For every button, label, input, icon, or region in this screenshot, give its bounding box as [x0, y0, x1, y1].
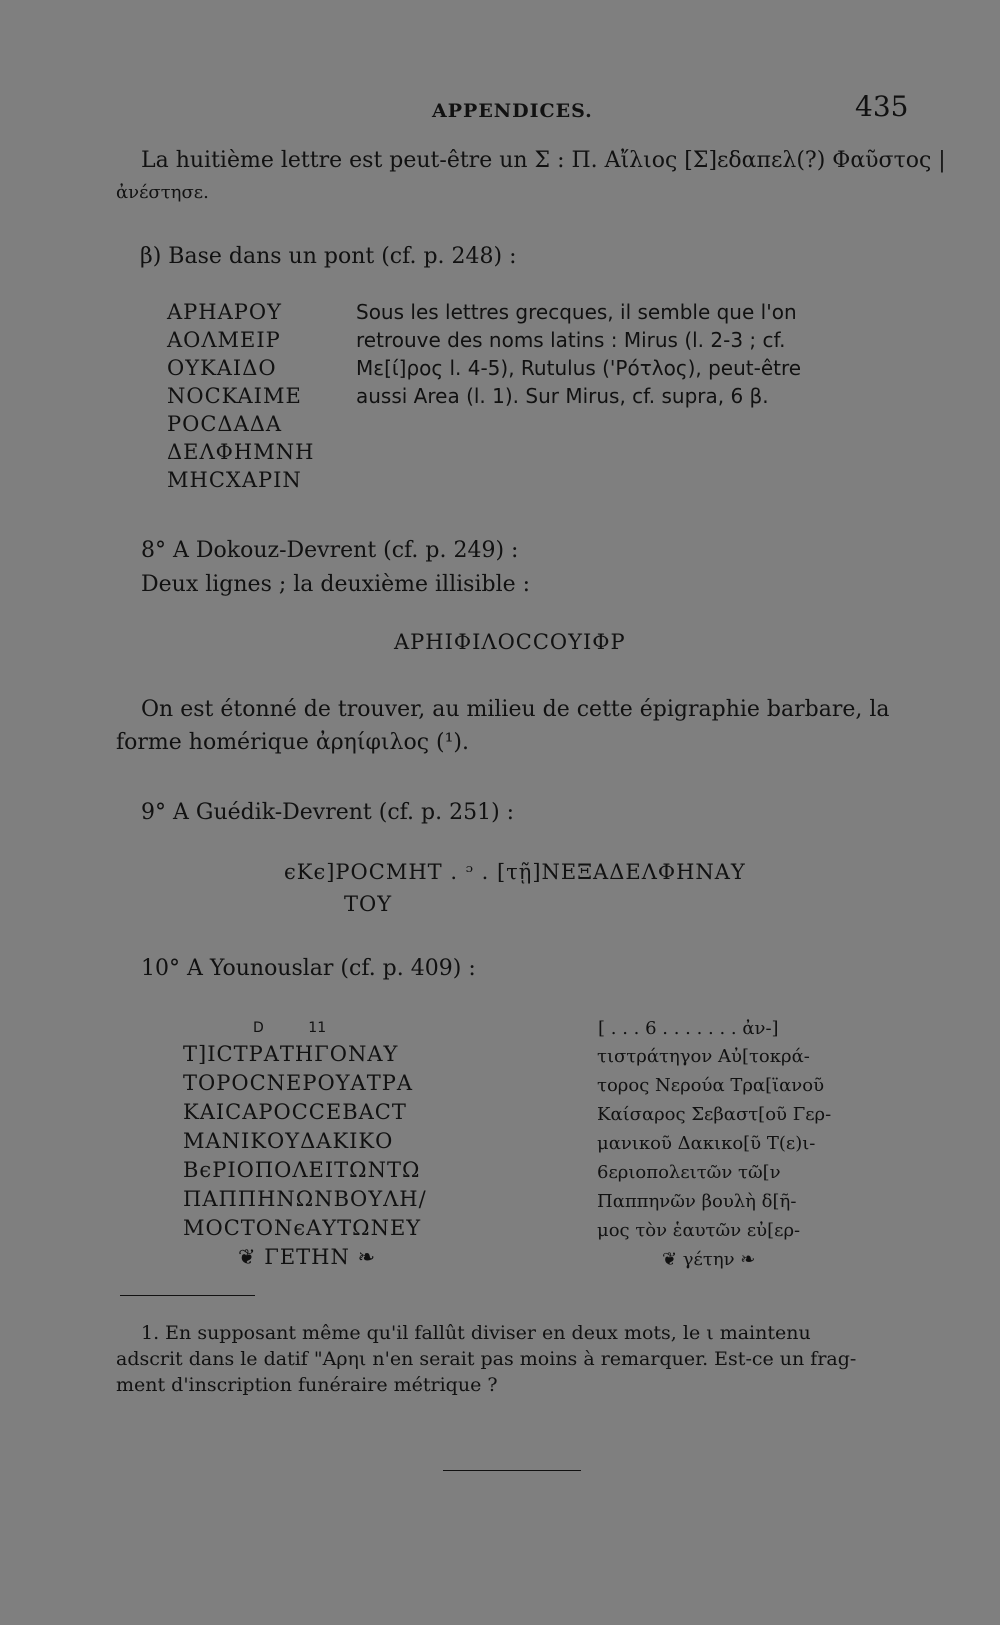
inscription-10-top-marks: D 11	[253, 1020, 327, 1036]
intro-line-2: ἀνέστησε.	[116, 182, 209, 203]
inscription-line: ΑΟΛΜΕΙΡ	[167, 328, 281, 352]
page-number: 435	[855, 90, 909, 123]
comment-line: aussi Area (l. 1). Sur Mirus, cf. supra, 6 β.	[356, 384, 769, 408]
inscription-line: ΚΑΙCΑΡΟCCΕΒΑCΤ	[183, 1100, 407, 1124]
inscription-line: Τ]ΙCΤΡΑΤΗΓΟΝΑΥ	[183, 1042, 399, 1066]
section-10-heading: 10° A Younouslar (cf. p. 409) :	[141, 956, 476, 981]
inscription-line: ❦ ΓΕΤΗΝ ❧	[238, 1245, 377, 1269]
inscription-line: ΠΑΠΠΗΝΩΝΒΟΥΛΗ/	[183, 1187, 427, 1211]
section-8-subheading: Deux lignes ; la deuxième illisible :	[141, 572, 531, 597]
section-8-heading: 8° A Dokouz-Devrent (cf. p. 249) :	[141, 538, 519, 563]
transcription-10-top: [ . . . 6 . . . . . . . ἀν-]	[598, 1018, 779, 1039]
inscription-10	[183, 1042, 427, 1274]
intro-line-1: La huitième lettre est peut-être un Σ : Π. Αἴλιος [Σ]εδαπελ(?) Φαῦστος |	[141, 148, 946, 173]
transcription-10	[597, 1046, 831, 1278]
transcription-line: Παππηνῶν βουλὴ δ[ῆ-	[597, 1191, 797, 1212]
footnote-line-3: ment d'inscription funéraire métrique ?	[116, 1374, 498, 1396]
section-beta-heading: β) Base dans un pont (cf. p. 248) :	[140, 244, 517, 269]
transcription-line: τορος Νερούα Τρα[ϊανοῦ	[597, 1075, 825, 1096]
inscription-line: ΤΟΡΟCΝΕΡΟΥΑΤΡΑ	[183, 1071, 414, 1095]
transcription-line: ❦ γέτην ❧	[662, 1249, 756, 1270]
section-8-para-1: On est étonné de trouver, au milieu de cette épigraphie barbare, la	[141, 697, 890, 722]
inscription-beta	[167, 300, 314, 496]
transcription-line: 6εριοπολειτῶν τῶ[ν	[597, 1162, 781, 1183]
inscription-9-line-1: ϵΚϵ]ΡΟCΜΗΤ . ᵓ . [τῇ]ΝΕΞΑΔΕΛΦΗΝΑΥ	[284, 860, 746, 884]
transcription-line: Καίσαρος Σεβαστ[οῦ Γερ-	[597, 1104, 832, 1125]
comment-line: Sous les lettres grecques, il semble que l'on	[356, 300, 797, 324]
inscription-9-line-2: ΤΟΥ	[344, 892, 393, 916]
transcription-line: μανικοῦ Δακικο[ῦ Τ(ε)ι-	[597, 1133, 816, 1154]
inscription-line: ΑΡΗΑΡΟΥ	[167, 300, 282, 324]
footnote-line-2: adscrit dans le datif "Αρηι n'en serait pas moins à remarquer. Est-ce un frag-	[116, 1348, 857, 1370]
inscription-8: ΑΡΗΙΦΙΛΟCCΟΥΙΦΡ	[394, 630, 626, 654]
comment-line: retrouve des noms latins : Mirus (l. 2-3 ; cf.	[356, 328, 786, 352]
inscription-beta-comment	[356, 300, 801, 412]
comment-line: Με[ί]ρος l. 4-5), Rutulus ('Ρότλος), peut-être	[356, 356, 802, 380]
inscription-line: ΟΥΚΑΙΔΟ	[167, 356, 277, 380]
inscription-line: ΒϵΡΙΟΠΟΛΕΙΤΩΝΤΩ	[183, 1158, 421, 1182]
inscription-line: ΜΗCΧΑΡΙΝ	[167, 468, 302, 492]
footnote-line-1: 1. En supposant même qu'il fallût diviser en deux mots, le ι maintenu	[141, 1322, 811, 1344]
section-8-para-2: forme homérique ἀρηίφιλος (¹).	[116, 730, 469, 755]
section-9-heading: 9° A Guédik-Devrent (cf. p. 251) :	[141, 800, 515, 825]
inscription-line: ΜΟCΤΟΝϵΑΥΤΩΝΕΥ	[183, 1216, 422, 1240]
inscription-line: ΜΑΝΙΚΟΥΔΑΚΙΚΟ	[183, 1129, 394, 1153]
footnote-rule	[120, 1295, 255, 1296]
inscription-line: ΔΕΛΦΗΜΝΗ	[167, 440, 315, 464]
end-rule	[443, 1470, 581, 1471]
inscription-line: ΡΟCΔΑΔΑ	[167, 412, 283, 436]
inscription-line: NOCKAIME	[167, 384, 302, 408]
transcription-line: τιστράτηγον Αὐ[τοκρά-	[597, 1046, 810, 1067]
transcription-line: μος τὸν ἑαυτῶν εὐ[ερ-	[597, 1220, 801, 1241]
running-header: APPENDICES.	[432, 100, 593, 122]
